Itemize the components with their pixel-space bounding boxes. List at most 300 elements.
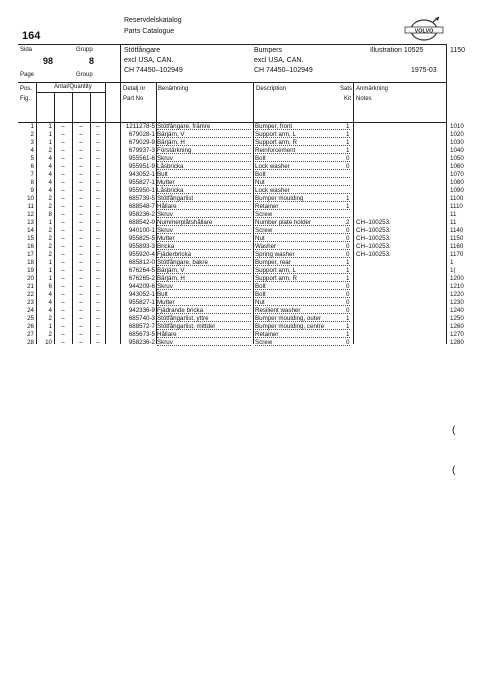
row-name-sv: Skruv xyxy=(157,227,251,234)
row-qty-3: – xyxy=(79,307,83,314)
row-qty-1: 2 xyxy=(48,227,52,234)
row-note: CH–100253. xyxy=(356,251,391,258)
row-name-sv: Hållare xyxy=(157,203,251,210)
row-qty-2: – xyxy=(61,195,65,202)
row-part-no: 955827-1 xyxy=(128,179,155,186)
row-description: Bolt xyxy=(255,283,350,290)
row-pos: 23 xyxy=(27,299,34,306)
row-qty-1: 2 xyxy=(48,315,52,322)
volvo-logo xyxy=(403,16,445,44)
row-kit: 0 xyxy=(346,235,350,242)
row-margin-ref: 1 xyxy=(450,259,454,266)
row-part-no: 688548-7 xyxy=(128,203,155,210)
row-pos: 11 xyxy=(27,203,34,210)
row-qty-1: 2 xyxy=(48,147,52,154)
row-qty-3: – xyxy=(79,275,83,282)
row-part-no: 1211278-5 xyxy=(125,123,155,130)
row-name-sv: Fjädrande bricka xyxy=(157,307,251,314)
row-kit: 0 xyxy=(346,283,350,290)
page-number: 164 xyxy=(22,30,41,42)
row-description: Bumper, front xyxy=(255,123,350,130)
row-kit: 1 xyxy=(346,131,350,138)
row-qty-1: 1 xyxy=(48,275,52,282)
row-qty-3: – xyxy=(79,259,83,266)
row-qty-1: 4 xyxy=(48,155,52,162)
row-qty-2: – xyxy=(61,323,65,330)
row-qty-2: – xyxy=(61,243,65,250)
row-name-sv: Stötfångare, bakre xyxy=(157,259,251,266)
row-margin-ref: 1060 xyxy=(450,163,464,170)
row-part-no: 944209-6 xyxy=(128,283,155,290)
row-qty-1: 2 xyxy=(48,243,52,250)
row-margin-ref: 1070 xyxy=(450,171,464,178)
col-sats: Sats xyxy=(340,86,353,92)
row-qty-2: – xyxy=(61,315,65,322)
row-qty-3: – xyxy=(79,323,83,330)
row-pos: 22 xyxy=(27,291,34,298)
table-row xyxy=(0,147,480,155)
row-qty-1: 2 xyxy=(48,203,52,210)
row-qty-2: – xyxy=(61,339,65,346)
row-name-sv: Fjäderbricka xyxy=(157,251,251,258)
row-name-sv: Bult xyxy=(157,291,251,298)
row-pos: 4 xyxy=(30,147,34,154)
col-description: Description xyxy=(256,86,287,92)
row-pos: 21 xyxy=(27,283,34,290)
row-pos: 7 xyxy=(30,171,34,178)
row-kit: 1 xyxy=(346,275,350,282)
row-qty-1: 1 xyxy=(48,259,52,266)
row-qty-2: – xyxy=(61,203,65,210)
row-pos: 10 xyxy=(27,195,34,202)
row-qty-1: 2 xyxy=(48,251,52,258)
row-part-no: 679028-1 xyxy=(128,131,155,138)
row-qty-4: – xyxy=(96,299,100,306)
row-qty-4: – xyxy=(96,251,100,258)
row-qty-4: – xyxy=(96,275,100,282)
title-sv-sub: excl USA, CAN. xyxy=(124,57,174,64)
row-qty-2: – xyxy=(61,219,65,226)
table-row xyxy=(0,123,480,131)
table-row xyxy=(0,307,480,315)
row-qty-4: – xyxy=(96,267,100,274)
row-pos: 5 xyxy=(30,155,34,162)
row-part-no: 955561-6 xyxy=(128,155,155,162)
row-description: Support arm, L xyxy=(255,131,350,138)
row-pos: 28 xyxy=(27,339,34,346)
row-qty-2: – xyxy=(61,155,65,162)
row-qty-4: – xyxy=(96,331,100,338)
catalogue-title-en: Parts Catalogue xyxy=(124,28,175,35)
table-row xyxy=(0,187,480,195)
row-qty-2: – xyxy=(61,179,65,186)
table-row xyxy=(0,171,480,179)
group-label: Group xyxy=(76,72,93,78)
row-name-sv: Bärjärn, V xyxy=(157,267,251,274)
table-row xyxy=(0,315,480,323)
row-description: Washer xyxy=(255,243,350,250)
row-qty-2: – xyxy=(61,147,65,154)
row-margin-ref: 1220 xyxy=(450,291,464,298)
row-qty-3: – xyxy=(79,139,83,146)
row-description: Support arm, L xyxy=(255,267,350,274)
row-qty-2: – xyxy=(61,131,65,138)
title-en-code: CH 74450–102949 xyxy=(254,67,313,74)
row-kit: 1 xyxy=(346,139,350,146)
illustration-ref: Illustration 10525 xyxy=(370,47,424,54)
row-qty-4: – xyxy=(96,315,100,322)
row-qty-3: – xyxy=(79,243,83,250)
row-description: Screw xyxy=(255,339,350,346)
row-qty-1: 4 xyxy=(48,179,52,186)
table-row xyxy=(0,211,480,219)
row-qty-2: – xyxy=(61,267,65,274)
row-description: Bumper moulding xyxy=(255,195,350,202)
row-qty-1: 4 xyxy=(48,163,52,170)
row-qty-4: – xyxy=(96,307,100,314)
row-qty-4: – xyxy=(96,179,100,186)
row-name-sv: Stötfångarlist, mittdel xyxy=(157,323,251,330)
row-description: Screw xyxy=(255,211,350,218)
row-margin-ref: 1160 xyxy=(450,243,464,250)
svg-text:VOLVO: VOLVO xyxy=(414,28,434,35)
row-description: Lock washer xyxy=(255,187,350,194)
row-qty-1: 4 xyxy=(48,299,52,306)
row-kit: 1 xyxy=(346,259,350,266)
row-qty-3: – xyxy=(79,203,83,210)
row-part-no: 955951-9 xyxy=(128,163,155,170)
row-kit: 0 xyxy=(346,163,350,170)
row-note: CH–100253. xyxy=(356,235,391,242)
row-qty-2: – xyxy=(61,291,65,298)
title-sv: Stötfångare xyxy=(124,47,161,54)
row-note: CH–100253. xyxy=(356,219,391,226)
row-qty-3: – xyxy=(79,131,83,138)
row-margin-ref: 1090 xyxy=(450,187,464,194)
row-qty-3: – xyxy=(79,171,83,178)
row-name-sv: Låsbricka xyxy=(157,187,251,194)
table-row xyxy=(0,267,480,275)
row-qty-3: – xyxy=(79,227,83,234)
row-part-no: 685740-3 xyxy=(128,315,155,322)
row-kit: 1 xyxy=(346,315,350,322)
row-qty-2: – xyxy=(61,187,65,194)
row-qty-4: – xyxy=(96,163,100,170)
row-name-sv: Förstärkning xyxy=(157,147,251,154)
row-name-sv: Bricka xyxy=(157,243,251,250)
row-qty-3: – xyxy=(79,179,83,186)
row-name-sv: Låsbricka xyxy=(157,163,251,170)
row-qty-4: – xyxy=(96,243,100,250)
row-note: CH–100253. xyxy=(356,243,391,250)
catalogue-title-sv: Reservdelskatalog xyxy=(124,17,182,24)
row-kit: 0 xyxy=(346,299,350,306)
table-row xyxy=(0,163,480,171)
table-row xyxy=(0,251,480,259)
col-fig: Fig. xyxy=(20,96,31,102)
row-part-no: 676265-2 xyxy=(128,275,155,282)
row-pos: 24 xyxy=(27,307,34,314)
row-part-no: 679029-9 xyxy=(128,139,155,146)
table-row xyxy=(0,227,480,235)
row-qty-3: – xyxy=(79,235,83,242)
row-qty-4: – xyxy=(96,131,100,138)
row-qty-1: 6 xyxy=(48,283,52,290)
row-qty-2: – xyxy=(61,251,65,258)
row-qty-3: – xyxy=(79,331,83,338)
row-qty-1: 4 xyxy=(48,307,52,314)
row-margin-ref: 1020 xyxy=(450,131,464,138)
row-pos: 15 xyxy=(27,235,34,242)
row-qty-1: 4 xyxy=(48,291,52,298)
row-qty-4: – xyxy=(96,171,100,178)
row-description: Reinforcement xyxy=(255,147,350,154)
title-en: Bumpers xyxy=(254,47,283,54)
row-qty-2: – xyxy=(61,211,65,218)
row-pos: 17 xyxy=(27,251,34,258)
table-row xyxy=(0,155,480,163)
row-description: Bumper, rear xyxy=(255,259,350,266)
row-part-no: 955827-1 xyxy=(128,299,155,306)
row-qty-4: – xyxy=(96,259,100,266)
row-description: Bumper moulding, outer xyxy=(255,315,350,322)
row-qty-4: – xyxy=(96,291,100,298)
row-qty-4: – xyxy=(96,139,100,146)
margin-mark-2: ( xyxy=(452,465,456,476)
grupp-value: 8 xyxy=(89,56,95,66)
row-qty-1: 2 xyxy=(48,195,52,202)
row-name-sv: Skruv xyxy=(157,339,251,346)
row-description: Retainer xyxy=(255,331,350,338)
row-qty-2: – xyxy=(61,331,65,338)
row-description: Screw xyxy=(255,227,350,234)
row-margin-ref: 1150 xyxy=(450,235,464,242)
table-row xyxy=(0,139,480,147)
row-description: Support arm, R xyxy=(255,139,350,146)
row-qty-4: – xyxy=(96,155,100,162)
row-qty-1: 4 xyxy=(48,171,52,178)
row-pos: 19 xyxy=(27,267,34,274)
row-qty-1: 1 xyxy=(48,123,52,130)
row-description: Retainer xyxy=(255,203,350,210)
row-qty-3: – xyxy=(79,315,83,322)
row-qty-1: 1 xyxy=(48,131,52,138)
row-part-no: 955920-4 xyxy=(128,251,155,258)
row-qty-1: 1 xyxy=(48,323,52,330)
row-qty-3: – xyxy=(79,123,83,130)
table-row xyxy=(0,235,480,243)
row-qty-2: – xyxy=(61,163,65,170)
row-qty-4: – xyxy=(96,339,100,346)
row-qty-3: – xyxy=(79,211,83,218)
row-description: Bolt xyxy=(255,155,350,162)
row-qty-4: – xyxy=(96,283,100,290)
row-qty-3: – xyxy=(79,339,83,346)
row-qty-1: 4 xyxy=(48,187,52,194)
row-name-sv: Skruv xyxy=(157,211,251,218)
row-qty-1: 1 xyxy=(48,139,52,146)
margin-mark-1: ( xyxy=(452,425,456,436)
row-margin-ref: 1( xyxy=(450,267,456,274)
row-kit: 1 xyxy=(346,147,350,154)
row-name-sv: Stötfångare, främre xyxy=(157,123,251,130)
row-name-sv: Mutter xyxy=(157,299,251,306)
row-qty-3: – xyxy=(79,155,83,162)
table-row xyxy=(0,131,480,139)
row-margin-ref: 11 xyxy=(450,211,457,218)
row-part-no: 676264-5 xyxy=(128,267,155,274)
row-qty-3: – xyxy=(79,299,83,306)
row-description: Number plate holder xyxy=(255,219,350,226)
row-qty-3: – xyxy=(79,187,83,194)
row-margin-ref: 1110 xyxy=(450,203,463,210)
table-row xyxy=(0,219,480,227)
issue-date: 1975-03 xyxy=(411,67,437,74)
row-part-no: 943052-1 xyxy=(128,291,155,298)
row-kit: 2 xyxy=(346,219,350,226)
row-pos: 6 xyxy=(30,163,34,170)
row-qty-2: – xyxy=(61,235,65,242)
table-row xyxy=(0,195,480,203)
row-qty-2: – xyxy=(61,307,65,314)
row-margin-ref: 1170 xyxy=(450,251,464,258)
row-part-no: 942336-9 xyxy=(128,307,155,314)
row-qty-3: – xyxy=(79,267,83,274)
row-qty-1: 8 xyxy=(48,211,52,218)
col-kit: Kit xyxy=(344,96,352,102)
row-kit: 0 xyxy=(346,307,350,314)
row-qty-3: – xyxy=(79,163,83,170)
row-qty-2: – xyxy=(61,259,65,266)
row-qty-1: 2 xyxy=(48,235,52,242)
row-pos: 27 xyxy=(27,331,34,338)
row-margin-ref: 1100 xyxy=(450,195,464,202)
row-margin-ref: 1210 xyxy=(450,283,464,290)
row-qty-4: – xyxy=(96,211,100,218)
row-qty-4: – xyxy=(96,123,100,130)
row-part-no: 688572-7 xyxy=(128,323,155,330)
row-part-no: 688542-0 xyxy=(128,219,155,226)
row-qty-4: – xyxy=(96,203,100,210)
row-pos: 12 xyxy=(27,211,34,218)
row-qty-3: – xyxy=(79,251,83,258)
row-qty-2: – xyxy=(61,299,65,306)
row-margin-ref: 1260 xyxy=(450,323,464,330)
row-name-sv: Stötfångarlist xyxy=(157,195,251,202)
row-name-sv: Skruv xyxy=(157,283,251,290)
col-detail-nr: Detalj nr xyxy=(123,86,146,92)
table-row xyxy=(0,259,480,267)
col-part-no: Part No xyxy=(123,96,144,102)
row-part-no: 943052-1 xyxy=(128,171,155,178)
row-qty-3: – xyxy=(79,219,83,226)
row-margin-ref: 1230 xyxy=(450,299,464,306)
row-qty-2: – xyxy=(61,275,65,282)
row-pos: 18 xyxy=(27,259,34,266)
row-part-no: 958236-2 xyxy=(128,339,155,346)
row-name-sv: Bärjärn, V xyxy=(157,131,251,138)
row-kit: 0 xyxy=(346,251,350,258)
row-margin-ref: 1270 xyxy=(450,331,464,338)
title-sv-code: CH 74450–102949 xyxy=(124,67,183,74)
margin-ref-top: 1150 xyxy=(450,47,466,54)
row-qty-1: 1 xyxy=(48,219,52,226)
row-kit: 1 xyxy=(346,203,350,210)
row-qty-3: – xyxy=(79,283,83,290)
row-name-sv: Mutter xyxy=(157,179,251,186)
row-description: Bumper moulding, centre xyxy=(255,323,350,330)
row-description: Bolt xyxy=(255,171,350,178)
row-pos: 8 xyxy=(30,179,34,186)
row-qty-3: – xyxy=(79,195,83,202)
row-qty-4: – xyxy=(96,235,100,242)
row-description: Nut xyxy=(255,299,350,306)
row-margin-ref: 1040 xyxy=(450,147,464,154)
row-pos: 26 xyxy=(27,323,34,330)
row-qty-2: – xyxy=(61,283,65,290)
table-row xyxy=(0,291,480,299)
row-qty-2: – xyxy=(61,139,65,146)
table-row xyxy=(0,179,480,187)
row-name-sv: Bärjärn, H xyxy=(157,139,251,146)
row-part-no: 685812-0 xyxy=(128,259,155,266)
sida-label: Sida xyxy=(20,47,33,53)
page-label: Page xyxy=(20,72,35,78)
col-notes: Notes xyxy=(356,96,372,102)
row-kit: 0 xyxy=(346,339,350,346)
title-en-sub: excl USA, CAN. xyxy=(254,57,304,64)
table-row xyxy=(0,203,480,211)
row-part-no: 940100-1 xyxy=(128,227,155,234)
row-margin-ref: 1080 xyxy=(450,179,464,186)
row-kit: 1 xyxy=(346,195,350,202)
row-description: Resilient washer xyxy=(255,307,350,314)
table-row xyxy=(0,331,480,339)
row-description: Spring washer xyxy=(255,251,350,258)
row-qty-2: – xyxy=(61,227,65,234)
row-qty-1: 2 xyxy=(48,331,52,338)
row-part-no: 955893-3 xyxy=(128,243,155,250)
table-row xyxy=(0,299,480,307)
row-kit: 1 xyxy=(346,123,350,130)
table-row xyxy=(0,323,480,331)
row-pos: 16 xyxy=(27,243,34,250)
row-part-no: 679937-3 xyxy=(128,147,155,154)
row-margin-ref: 1280 xyxy=(450,339,464,346)
col-pos: Pos. xyxy=(20,86,33,92)
col-antal: Antal/Quantity xyxy=(54,84,92,90)
row-qty-4: – xyxy=(96,195,100,202)
row-description: Nut xyxy=(255,235,350,242)
row-kit: 0 xyxy=(346,227,350,234)
col-benamning: Benämning xyxy=(158,86,189,92)
row-qty-1: 10 xyxy=(45,339,52,346)
row-name-sv: Bärjärn, H xyxy=(157,275,251,282)
row-part-no: 955825-5 xyxy=(128,235,155,242)
row-pos: 14 xyxy=(27,227,34,234)
row-qty-2: – xyxy=(61,123,65,130)
row-name-sv: Nummerplåtshållare xyxy=(157,219,251,226)
row-qty-3: – xyxy=(79,147,83,154)
row-qty-4: – xyxy=(96,227,100,234)
row-pos: 1 xyxy=(30,123,34,130)
row-margin-ref: 1030 xyxy=(450,139,464,146)
row-pos: 2 xyxy=(30,131,34,138)
row-part-no: 955950-1 xyxy=(128,187,155,194)
table-row xyxy=(0,275,480,283)
row-qty-3: – xyxy=(79,291,83,298)
row-part-no: 685739-5 xyxy=(128,195,155,202)
